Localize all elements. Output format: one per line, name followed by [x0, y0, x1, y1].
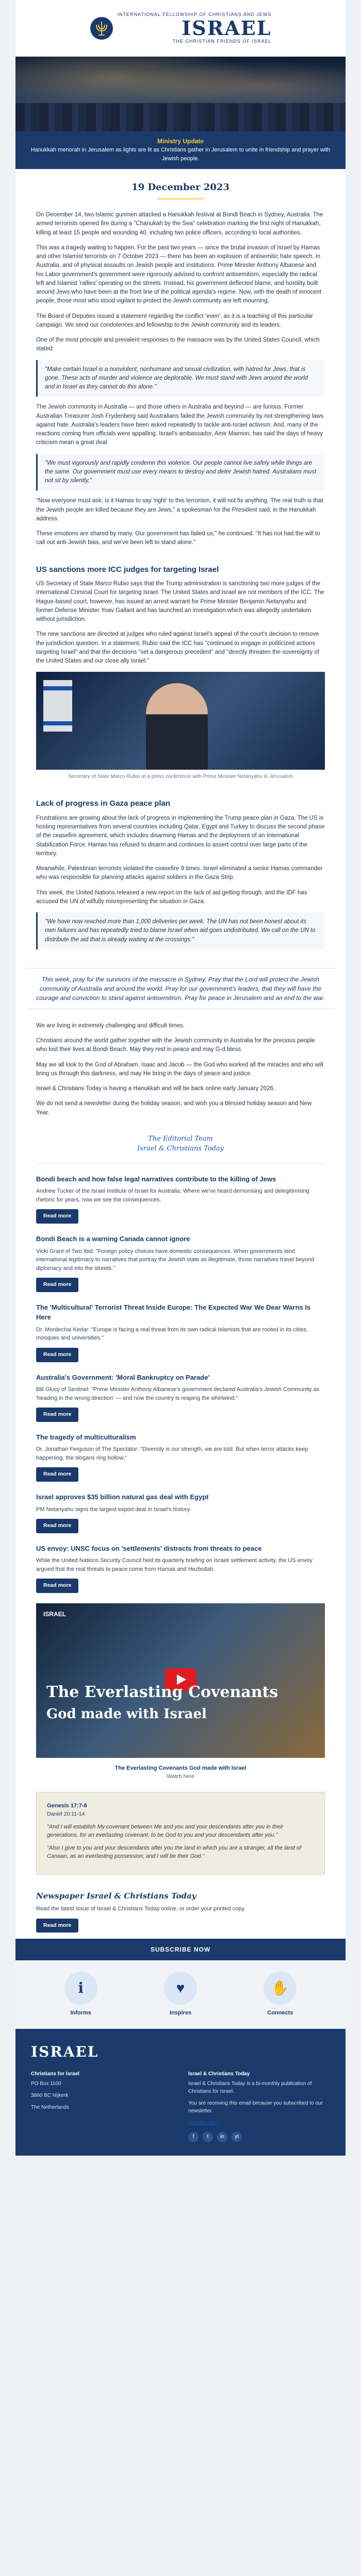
- read-more-button[interactable]: Read more: [36, 1348, 78, 1362]
- news-item: [15, 1369, 346, 1429]
- closing-section: [15, 1016, 346, 1129]
- read-more-button[interactable]: Read more: [36, 1519, 78, 1533]
- news-title: Australia's Government: 'Moral Bankruptcy on Parade': [36, 1373, 210, 1381]
- intro-quote: "We must vigorously and rapidly condemn this violence. Our people cannot live safely while things are the same. Our government must use every means to destroy and deter Jewish hatred. Australians must not sit by silently.": [36, 454, 325, 491]
- icc-paragraph: The new sanctions are directed at judges who ruled against Israel's appeal of the court's decision to remove the jurisdiction question. In a statement, Rubio said the ICC has "continued to engage in politicized actions targeting Israel" and that the decisions "set a dangerous precedent" and "directly threaten the sovereignty of the United States and our close ally Israel.": [36, 631, 319, 664]
- read-more-button[interactable]: Read more: [36, 1467, 78, 1482]
- news-body: Dr. Jonathan Ferguson of The Spectator: "Diversity is our strength, we are told. But when terror attacks keep happening, the slogans ring hollow.": [36, 1446, 308, 1461]
- info-icon: ℹ: [64, 1972, 97, 2005]
- news-title: US envoy: UNSC focus on 'settlements' distracts from threats to peace: [36, 1544, 262, 1552]
- news-item: [15, 1299, 346, 1369]
- footer-address-line: 3860 BC Nijkerk: [31, 2092, 69, 2098]
- scripture-reference-secondary: Daniel 20:11-14: [47, 1810, 85, 1817]
- footer-info-text: Israel & Christians Today is a bi-monthly publication of Christians for Israel.: [188, 2080, 312, 2094]
- video-brand: ISRAEL: [43, 1611, 67, 1618]
- news-title: The tragedy of multiculturalism: [36, 1433, 136, 1441]
- intro-paragraph: The Board of Deputies issued a statement regarding the conflict 'even', as it is a teaching of this particular campaign. We send our condolences and fellowship to the Jewish community and its leaders.: [36, 313, 313, 328]
- heart-icon: ♥: [164, 1972, 197, 2005]
- intro-paragraph: These emotions are shared by many. Our government has failed us," he continued. "It has not had the will to call out anti-Jewish bias, and we've been left to stand alone.": [36, 531, 320, 546]
- rubio-photo: [36, 672, 325, 770]
- read-more-button[interactable]: Read more: [36, 1579, 78, 1593]
- news-item: [15, 1489, 346, 1540]
- video-title-line-1: The Everlasting Covenants: [46, 1683, 278, 1701]
- closing-paragraph: May we all look to the God of Abraham, Isaac and Jacob — the God who worked all the miracles and who will bring us through this darkness, and may He bring in the days of peace and justice.: [36, 1061, 323, 1077]
- intro-paragraph: This was a tragedy waiting to happen. For the past two years — since the brutal invasion of Israel by Hamas and other Islamist terrorists on 7 October 2023 — there has been an explosion of antisemitic hate speech, in Australia, and of physical assaults on Jewish people and institutions. Prime Minister Anthony Albanese and his Labor government's government were rigorously advised to confront antisemitism, especially the radical left and Islamist 'rallies' operating on the streets. Instead, his government deflected blame, and hostility built around Jews who have been at the front line of the political agenda's regime. Now, with the death of innocent people, those most who stood vigilant to protect the Jewish community are left mourning.: [36, 244, 322, 304]
- scripture-verse: "And I will establish My covenant between Me and you and your descendants after you in their generations, for an everlasting covenant, to be God to you and your descendants after you.": [47, 1823, 284, 1838]
- signoff: [15, 1134, 346, 1154]
- newspaper-body: Read the latest issue of Israel & Christians Today online, or order your printed copy.: [36, 1906, 246, 1912]
- video-watch-link[interactable]: Watch here: [167, 1773, 194, 1780]
- value-label: Inspires: [169, 2010, 192, 2016]
- icc-section: [15, 559, 346, 793]
- values-row: [15, 1960, 346, 2029]
- closing-paragraph: Christians around the world gather together with the Jewish community in Australia for the precious people who lost their lives at Bondi Beach. May they rest in peace and may G-d bless.: [36, 1038, 315, 1053]
- news-body: Dr. Mordechai Kedar: "Europe is facing a real threat from its own radical Islamists that are rooted in its cities, mosques and universities.": [36, 1326, 308, 1342]
- news-list: [15, 1171, 346, 1600]
- hero-caption: [15, 131, 346, 169]
- scripture-reference: Genesis 17:7-8: [47, 1803, 87, 1809]
- news-title: Israel approves $35 billion natural gas deal with Egypt: [36, 1493, 209, 1501]
- footer-logo[interactable]: ISRAEL: [31, 2043, 99, 2060]
- scripture-box: [36, 1792, 325, 1874]
- footer-publication-name: Israel & Christians Today: [188, 2071, 250, 2077]
- hero-image: [15, 57, 346, 131]
- date-divider: [157, 198, 204, 199]
- social-links: [188, 2132, 330, 2142]
- gaza-quote: "We have now reached more than 1,000 deliveries per week. The UN has not been honest about its own failures and has repeatedly tried to blame Israel when aid goes undistributed. We call on the UN to distribute the aid that is already waiting at the crossings.": [36, 912, 325, 950]
- footer-org-name: Christians for Israel: [31, 2071, 79, 2077]
- prayer-pullquote: This week, pray for the survivors of the massacre in Sydney. Pray that the Lord will protect the Jewish community of Australia and around the world. Pray for our government's leaders, that they will have the courage and conviction to stand against antisemitism. Pray for peace in Jerusalem and an end to the war.: [26, 968, 335, 1009]
- menorah-icon: [90, 16, 113, 40]
- subscribe-button[interactable]: SUBSCRIBE NOW: [15, 1939, 346, 1960]
- value-label: Connects: [267, 2010, 293, 2016]
- video-caption: [15, 1762, 346, 1789]
- read-more-button[interactable]: Read more: [36, 1408, 78, 1422]
- gaza-paragraph: Frustrations are growing about the lack of progress in implementing the Trump peace plan in Gaza. The US is hosting representatives from several countries including Qatar, Egypt and Turkey to discuss the second phase of the ceasefire agreement, which includes disarming Hamas and the deployment of an International Stabilization Force. Hamas has refused to disarm and continues to assert control over large parts of the territory.: [36, 815, 325, 857]
- newsletter: [15, 0, 346, 2156]
- icc-paragraph: US Secretary of State Marco Rubio says that the Trump administration is sanctioning two more judges of the International Criminal Court for targeting Israel. The United States and Israel are not members of the ICC. The Hague-based court, however, has issued an arrest warrant for Prime Minister Benjamin Netanyahu and former Defense Minister Yoav Gallant and has launched an investigation which was allegedly undertaken without jurisdiction.: [36, 581, 324, 622]
- video-caption-title: The Everlasting Covenants God made with Israel: [114, 1765, 247, 1771]
- unsubscribe-link[interactable]: Unsubscribe: [188, 2120, 217, 2126]
- news-item: [15, 1171, 346, 1231]
- closing-paragraph: We are living in extremely challenging and difficult times.: [36, 1022, 185, 1029]
- hero-kicker: Ministry Update: [157, 138, 204, 145]
- value-label: Informs: [70, 2010, 91, 2016]
- youtube-icon[interactable]: yt: [232, 2132, 242, 2142]
- scripture-verse: "Also I give to you and your descendants after you the land in which you are a stranger, all the land of Canaan, as an everlasting possession; and I will be their God.": [47, 1844, 302, 1859]
- photo-caption: Secretary of State Marco Rubio at a press conference with Prime Minister Netanyahu in Jerusalem: [68, 774, 293, 780]
- intro-paragraph: The Jewish community in Australia — and those others in Australia and beyond — are furious. Former Australian Treasurer Josh Frydenberg said Australians failed the Jewish community by not strengthening laws against hate. Australia's leaders have been asked repeatedly to tackle anti-Israel activism. And, many of the reactions coming from officials were appalling. Israel's ambassador, Amir Maimon, has said the days of heavy criticism mean a great deal.: [36, 404, 324, 446]
- read-more-button[interactable]: Read more: [36, 1209, 78, 1224]
- footer: [15, 2029, 346, 2156]
- news-item: [15, 1540, 346, 1600]
- news-title: Bondi beach and how false legal narratives contribute to the killing of Jews: [36, 1175, 276, 1183]
- masthead: [15, 0, 346, 57]
- gaza-paragraph: This week, the United Nations released a new report on the lack of aid getting through, and the IDF has accused the UN of wilfully misrepresenting the situation in Gaza.: [36, 889, 307, 905]
- intro-section: [15, 206, 346, 559]
- footer-address-line: The Netherlands: [31, 2104, 69, 2110]
- newspaper-section: [15, 1883, 346, 1939]
- brand-logo[interactable]: [90, 11, 272, 45]
- news-body: Vicki Grant of Two Ibid: "Foreign policy choices have domestic consequences. When governments lend international legitimacy to narratives that portray the Jewish state as illegitimate, those narratives travel beyond diplomacy and into the streets.": [36, 1248, 315, 1272]
- news-body: Andrew Tucker of the Israel Institute of Israel for Australia: Where we've heard demonising and delegitimising rhetoric for years, now we see the consequences.: [36, 1188, 309, 1203]
- gaza-section: [15, 793, 346, 961]
- closing-paragraph: Israel & Christians Today is having a Hanukkah and will be back online early January 2026.: [36, 1086, 275, 1092]
- value-connects: [244, 1972, 316, 2018]
- footer-address-line: PO Box 1100: [31, 2080, 61, 2087]
- value-inspires: [144, 1972, 217, 2018]
- section-divider: [36, 1163, 325, 1164]
- video-thumbnail[interactable]: [36, 1603, 325, 1758]
- news-body: PM Netanyahu signs the largest export deal in Israel's history.: [36, 1506, 191, 1513]
- newspaper-read-more-button[interactable]: Read more: [36, 1919, 78, 1933]
- news-title: The 'Multicultural' Terrorist Threat Inside Europe: The Expected War We Dear Warns Is Here: [36, 1303, 311, 1321]
- video-title-line-2: God made with Israel: [46, 1706, 207, 1722]
- newspaper-title: Newspaper Israel & Christians Today: [36, 1891, 196, 1901]
- speaker-figure: [146, 683, 208, 770]
- news-body: While the United Nations Security Council held its quarterly briefing on Israeli settlement activity, the US envoy argued that the real threats to peace come from Hamas and Hezbollah.: [36, 1557, 313, 1572]
- signoff-publication: Israel & Christians Today: [137, 1145, 224, 1153]
- value-informs: [45, 1972, 117, 2018]
- closing-paragraph: We do not send a newsletter during the holiday season, and wish you a blessed holiday season and New Year.: [36, 1100, 312, 1116]
- intro-paragraph: One of the most principle and prevalent responses to the massacre was by the United States Council, which stated:: [36, 337, 320, 352]
- intro-quote: "Make certain Israel is a nonviolent, nonhumane and sexual civilization, with hatred for Jews, that is gone. These acts of murder and violence are deplorable. We must stand with Jews around the world and in Israel as they cannot do this alone.": [36, 360, 325, 397]
- intro-paragraph: "Now everyone must ask: is it Hamas to say 'right' to this terrorism, it will not fix anything. The real truth is that the Jewish people are killed because they are Jews," a spokesman for the President said, in the Hanukkah address.: [36, 498, 323, 522]
- footer-info-text: You are receiving this email because you subscribed to our newsletter.: [188, 2100, 323, 2114]
- hero-caption-text: Hanukkah menorah in Jerusalem as lights are lit as Christians gather in Jerusalem to unite in friendship and prayer with Jewish people.: [30, 147, 331, 162]
- israel-flag-icon: [43, 680, 72, 732]
- intro-paragraph: On December 14, two Islamic gunmen attacked a Hanukkah festival at Bondi Beach in Sydney, Australia. The armed terrorists opened fire during a "Chanukah by the Sea" celebration marking the first night of Hanukkah, killing at least 15 people and wounding 40, including two police officers, according to local authorities.: [36, 212, 323, 236]
- news-item: [15, 1429, 346, 1489]
- footer-address: [31, 2070, 173, 2142]
- signoff-team: The Editorial Team: [148, 1134, 213, 1143]
- issue-date: [15, 169, 346, 206]
- brand-name: ISRAEL: [182, 16, 272, 40]
- linkedin-icon[interactable]: in: [217, 2132, 227, 2142]
- brand-tagline: THE CHRISTIAN FRIENDS OF ISRAEL: [172, 38, 272, 44]
- footer-info: [188, 2070, 330, 2142]
- gaza-headline: Lack of progress in Gaza peace plan: [36, 799, 171, 808]
- news-item: [15, 1231, 346, 1299]
- hands-icon: ✋: [264, 1972, 297, 2005]
- gaza-paragraph: Meanwhile, Palestinian terrorists violated the ceasefire 9 times. Israel eliminated a senior Hamas commander who was responsible for planning attacks against soldiers in the Gaza Strip.: [36, 866, 323, 881]
- icc-headline: US sanctions more ICC judges for targeting Israel: [36, 565, 219, 574]
- twitter-icon[interactable]: t: [203, 2132, 213, 2142]
- facebook-icon[interactable]: f: [188, 2132, 199, 2142]
- news-title: Bondi Beach is a warning Canada cannot ignore: [36, 1235, 190, 1243]
- news-body: Bill Glucy of Sentinel: "Prime Minister Anthony Albanese's government declared Australia's Jewish Community as 'heading in the wrong direction' — and now the country is reaping the whirlwind.": [36, 1386, 320, 1401]
- brand-small-line: INTERNATIONAL FELLOWSHIP OF CHRISTIANS AND JEWS: [117, 12, 272, 17]
- read-more-button[interactable]: Read more: [36, 1278, 78, 1292]
- date-text: 19 December 2023: [132, 182, 229, 193]
